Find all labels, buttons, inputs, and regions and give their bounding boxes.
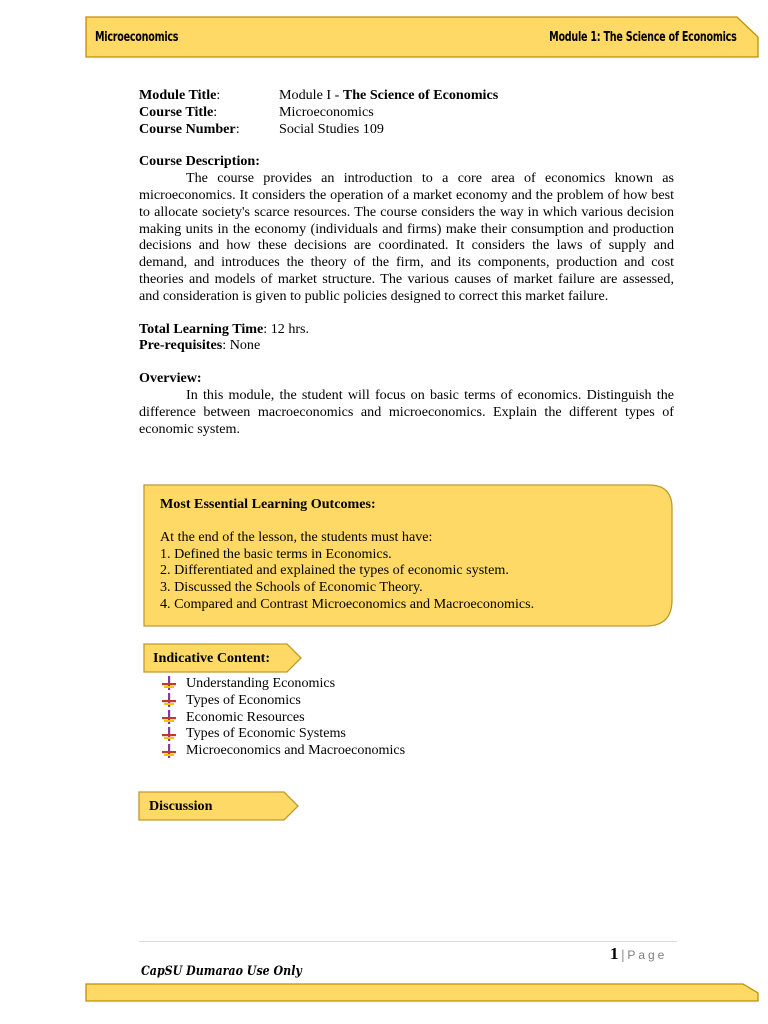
learning-time-value: : 12 hrs.	[263, 320, 310, 337]
course-number-label: Course Number	[139, 120, 236, 137]
cross-bullet-icon	[162, 744, 176, 758]
course-number-value: Social Studies 109	[279, 120, 384, 137]
header-module-name: Module 1: The Science of Economics	[549, 30, 737, 45]
overview-heading: Overview:	[139, 370, 202, 387]
page-number-separator: |	[621, 948, 625, 963]
learning-outcomes-box	[143, 484, 673, 627]
list-item: Understanding Economics	[162, 675, 405, 692]
footer-banner	[85, 983, 759, 1002]
course-number-row: Course Number: Social Studies 109	[139, 120, 384, 137]
list-item: Types of Economics	[162, 692, 405, 709]
cross-bullet-icon	[162, 693, 176, 707]
list-item: Types of Economic Systems	[162, 725, 405, 742]
footer-divider	[139, 941, 677, 942]
module-title-label: Module Title	[139, 87, 217, 103]
learning-outcomes-intro: At the end of the lesson, the students must have:	[160, 528, 433, 545]
course-description-text: The course provides an introduction to a core area of economics known as microeconomics. It considers the operation of a market economy and the problem of how best to allocate society's scarce resources. The course considers the way in which various decision making units in the economy (individuals and firms) make their consumption and production decisions and how these decisions are coordinated. It considers the laws of supply and demand, and introduces the theory of the firm, and its components, production and cost theories and models of market structure. The various causes of market failure are assessed, and consideration is given to public policies designed to correct this market failure.	[139, 170, 674, 304]
header-banner	[85, 16, 759, 58]
footer-usage-note: CapSU Dumarao Use Only	[141, 964, 302, 979]
module-title-prefix: Module I -	[279, 87, 343, 103]
prerequisites-value: : None	[222, 337, 261, 354]
learning-outcome-item: 3. Discussed the Schools of Economic Theory.	[160, 579, 423, 596]
indicative-content-list	[162, 675, 405, 759]
list-item: Economic Resources	[162, 709, 405, 726]
footer-banner-shape	[85, 983, 759, 1002]
cross-bullet-icon	[162, 676, 176, 690]
page-number	[610, 944, 667, 964]
header-course-name: Microeconomics	[95, 30, 179, 45]
indicative-content-label-box	[143, 643, 303, 673]
discussion-label: Discussion	[149, 798, 213, 814]
course-title-label: Course Title	[139, 103, 214, 120]
cross-bullet-icon	[162, 727, 176, 741]
course-title-value: Microeconomics	[279, 103, 374, 120]
course-description-heading: Course Description:	[139, 153, 260, 170]
learning-outcome-item: 2. Differentiated and explained the types of economic system.	[160, 562, 509, 579]
module-title-value: The Science of Economics	[342, 87, 499, 103]
learning-outcomes-heading: Most Essential Learning Outcomes:	[160, 496, 376, 512]
learning-time-row	[139, 321, 674, 338]
learning-outcome-item: 1. Defined the basic terms in Economics.	[160, 545, 392, 562]
indicative-content-label: Indicative Content:	[153, 650, 271, 666]
page-number-value: 1	[610, 944, 619, 963]
document-body	[139, 87, 674, 437]
overview-text: In this module, the student will focus on basic terms of economics. Distinguish the difference between macroeconomics and microeconomics. Explain the different types of economic system.	[139, 386, 674, 437]
cross-bullet-icon	[162, 710, 176, 724]
discussion-label-box	[138, 791, 300, 821]
prerequisites-label: Pre-requisites	[139, 337, 223, 354]
course-title-row: Course Title: Microeconomics	[139, 103, 374, 120]
page-word: Page	[627, 948, 668, 962]
list-item: Microeconomics and Macroeconomics	[162, 742, 405, 759]
learning-time-label: Total Learning Time	[139, 320, 264, 337]
module-title-row: Module Title: Module I - The Science of Economics	[139, 87, 499, 103]
prerequisites-row	[139, 337, 674, 354]
learning-outcome-item: 4. Compared and Contrast Microeconomics and Macroeconomics.	[160, 595, 535, 612]
